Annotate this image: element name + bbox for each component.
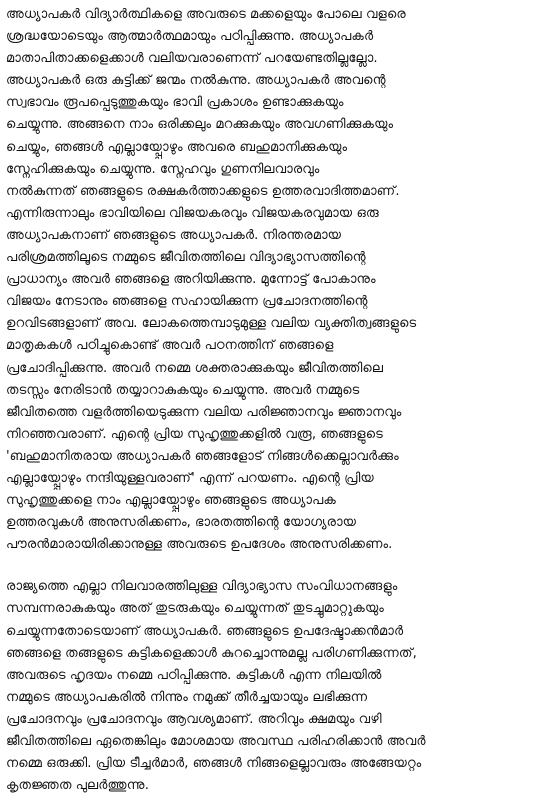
paragraph-line: ചെയ്യുന്നതോടെയാണ് അധ്യാപകർ. ഞങ്ങളുടെ ഉപദേഷ്ടാക്കൻമാർ	[6, 623, 404, 639]
paragraph-line: എല്ലായ്പ്പോഴും നന്ദിയുള്ളവരാണ്' എന്ന് പറയണം. എന്റെ പ്രിയ	[6, 470, 374, 486]
paragraph-line: അധ്യാപകർ ഒരു കുട്ടിക്ക് ജന്മം നൽകുന്നു. അധ്യാപകർ അവന്റെ	[6, 73, 386, 89]
paragraph-line: ഞങ്ങളെ തങ്ങളുടെ കുട്ടികളെക്കാൾ കുറച്ചൊന്നുമല്ല പരിഗണിക്കുന്നത്,	[6, 645, 417, 661]
paragraph-line: ജീവിതത്തിലെ ഏതെങ്കിലും മോശമായ അവസ്ഥ പരിഹരിക്കാൻ അവർ	[6, 734, 426, 749]
paragraph-line: ശ്രദ്ധയോടെയും ആത്മാർത്ഥമായും പഠിപ്പിക്കുന്നു. അധ്യാപകർ	[6, 29, 374, 45]
paragraph-line: എന്നിരുന്നാലും ഭാവിയിലെ വിജയകരവും വിജയകരവുമായ ഒരു	[6, 205, 379, 221]
paragraph-line: രാജ്യത്തെ എല്ലാ നിലവാരത്തിലുള്ള വിദ്യാഭ്യാസ സംവിധാനങ്ങളും	[6, 579, 398, 595]
paragraph-line: നമ്മുടെ അധ്യാപകരിൽ നിന്നും നമുക്ക് തീർച്ചയായും ലഭിക്കുന്ന	[6, 689, 368, 705]
paragraph-line: പരിശ്രമത്തിലൂടെ നമ്മുടെ ജീവിതത്തിലെ വിദ്യാഭ്യാസത്തിന്റെ	[6, 250, 366, 266]
paragraph-line: ചെയ്യുന്നു. അങ്ങനെ നാം ഒരിക്കലും മറക്കുകയും അവഗണിക്കുകയും	[6, 117, 394, 133]
paragraph-line: സ്നേഹിക്കുകയും ചെയ്യുന്നു. സ്നേഹവും ഗുണനിലവാരവും	[6, 161, 320, 177]
paragraph-line: സ്വഭാവം രൂപപ്പെടുത്തുകയും ഭാവി പ്രകാശം ഉണ്ടാക്കുകയും	[6, 95, 344, 111]
paragraph-line: വിജയം നേടാനും ഞങ്ങളെ സഹായിക്കുന്ന പ്രചോദനത്തിന്റെ	[6, 294, 368, 310]
paragraph-line: സുഹൃത്തുക്കളെ നാം എല്ലായ്പ്പോഴും ഞങ്ങളുടെ അധ്യാപക	[6, 493, 336, 509]
paragraph-line: പ്രാധാന്യം അവർ ഞങ്ങളെ അറിയിക്കുന്നു. മുന്നോട്ട് പോകാനും	[6, 272, 376, 288]
paragraph-line: ചെയ്യും, ഞങ്ങൾ എല്ലായ്പ്പോഴും അവരെ ബഹുമാനിക്കുകയും	[6, 139, 348, 155]
paragraph-line: അധ്യാപകനാണ് ഞങ്ങളുടെ അധ്യാപകർ. നിരന്തരമായ	[6, 227, 342, 243]
paragraph-line: ഉത്തരവുകൾ അനുസരിക്കണം, ഭാരതത്തിന്റെ യോഗ്യരായ	[6, 515, 357, 531]
paragraph-teachers-respect	[6, 4, 544, 556]
paragraph-line: അധ്യാപകർ വിദ്യാർത്ഥികളെ അവരുടെ മക്കളെയും പോലെ വളരെ	[6, 7, 406, 22]
paragraph-line: അവരുടെ ഹൃദയം നമ്മെ പഠിപ്പിക്കുന്നു. കുട്ടികൾ എന്ന നിലയിൽ	[6, 667, 382, 683]
paragraph-education-inspiration	[6, 576, 544, 797]
paragraph-line: സമ്പന്നരാകുകയും അത് തുടരുകയും ചെയ്യുന്നത് തുടച്ചുമാറ്റുകയും	[6, 601, 384, 617]
paragraph-line: കൃതജ്ഞത പുലർത്തുന്നു.	[6, 778, 149, 794]
paragraph-line: പ്രചോദിപ്പിക്കുന്നു. അവർ നമ്മെ ശക്തരാക്കുകയും ജീവിതത്തിലെ	[6, 360, 384, 376]
paragraph-line: ഉറവിടങ്ങളാണ് അവ. ലോകത്തെമ്പാടുമുള്ള വലിയ വ്യക്തിത്വങ്ങളുടെ	[6, 316, 417, 332]
paragraph-spacer	[6, 556, 544, 576]
paragraph-line: നൽകുന്നത് ഞങ്ങളുടെ രക്ഷകർത്താക്കളുടെ ഉത്തരവാദിത്തമാണ്.	[6, 183, 400, 199]
paragraph-line: തടസ്സം നേരിടാൻ തയ്യാറാകുകയും ചെയ്യുന്നു. അവർ നമ്മുടെ	[6, 382, 360, 398]
paragraph-line: പ്രചോദനവും പ്രചോദനവും ആവശ്യമാണ്. അറിവും ക്ഷമയും വഴി	[6, 711, 382, 727]
paragraph-line: ജീവിതത്തെ വളർത്തിയെടുക്കുന്ന വലിയ പരിജ്ഞാനവും ജ്ഞാനവും	[6, 404, 402, 420]
paragraph-line: 'ബഹുമാനിതരായ അധ്യാപകർ ഞങ്ങളോട് നിങ്ങൾക്കെല്ലാവർക്കും	[6, 448, 399, 464]
paragraph-line: മാതൃകകൾ പഠിച്ചുകൊണ്ട് അവർ പഠനത്തിന് ഞങ്ങളെ	[6, 338, 334, 354]
paragraph-line: മാതാപിതാക്കളെക്കാൾ വലിയവരാണെന്ന് പറയേണ്ടതില്ലല്ലോ.	[6, 51, 378, 67]
paragraph-line: നമ്മെ ഒരുക്കി. പ്രിയ ടീച്ചർമാർ, ഞങ്ങൾ നിങ്ങളെല്ലാവരും അങ്ങേയറ്റം	[6, 756, 422, 772]
paragraph-line: പൗരൻമാരായിരിക്കാനുള്ള അവരുടെ ഉപദേശം അനുസരിക്കണം.	[6, 537, 393, 553]
paragraph-line: നിറഞ്ഞവരാണ്. എന്റെ പ്രിയ സുഹൃത്തുക്കളിൽ വരൂ, ഞങ്ങളുടെ	[6, 426, 383, 442]
